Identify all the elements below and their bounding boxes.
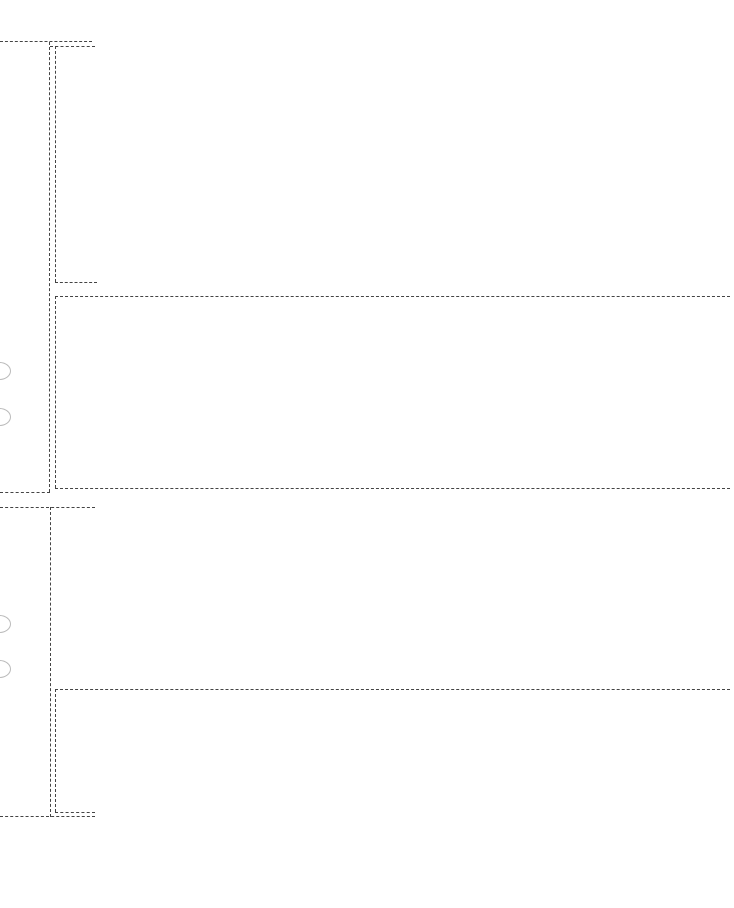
capital-bottom-dash <box>55 488 730 489</box>
inputs-dash-line <box>49 42 50 492</box>
class-dash-line <box>0 41 92 42</box>
capital-left-dash <box>55 296 56 488</box>
other-left-dash <box>55 689 56 812</box>
other-bottom-dash <box>55 812 95 813</box>
labour-bottom-dash <box>55 282 97 283</box>
capital-top-dash <box>55 296 730 297</box>
punch-hole <box>0 660 11 678</box>
inputs-bottom-dash <box>0 492 50 493</box>
returns-left-dash <box>50 507 51 817</box>
punch-hole <box>0 408 11 426</box>
returns-top-dash <box>0 507 95 508</box>
punch-hole <box>0 362 11 380</box>
labour-top-dash <box>50 46 95 47</box>
labour-left-dash <box>55 46 56 282</box>
returns-bottom-dash <box>0 816 95 817</box>
other-top-dash <box>55 689 730 690</box>
punch-hole <box>0 615 11 633</box>
